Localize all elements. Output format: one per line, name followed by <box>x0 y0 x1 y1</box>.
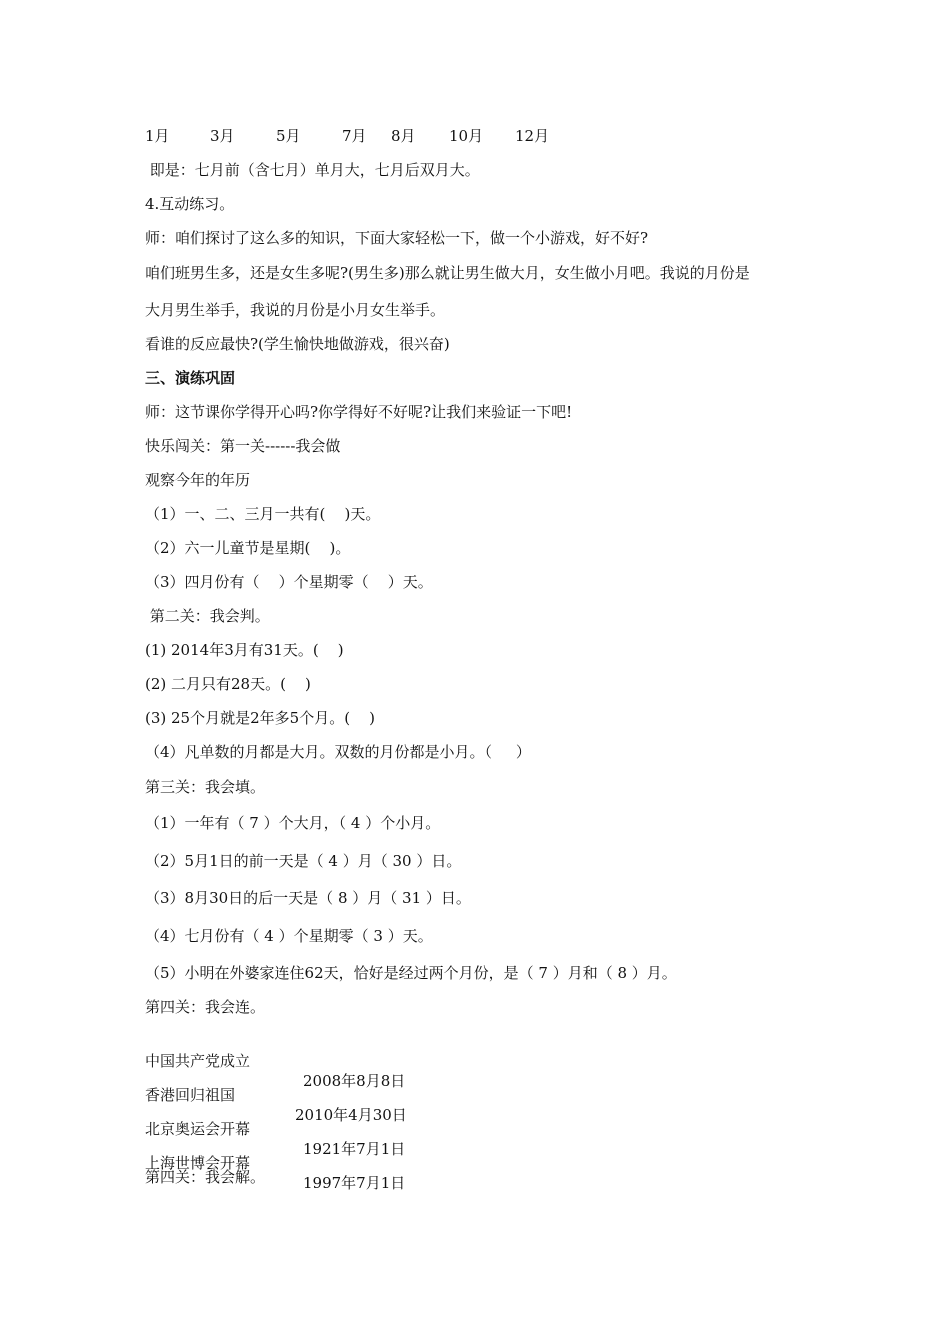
level-3-q2: （2）5月1日的前一天是（ 4 ）月（ 30 ）日。 <box>145 852 462 870</box>
level-1-title: 快乐闯关：第一关------我会做 <box>145 437 341 455</box>
month-8: 8月 <box>391 127 416 145</box>
event-row <box>145 1031 545 1090</box>
level-2-q3: (3) 25个月就是2年多5个月。( ) <box>145 709 375 727</box>
section-heading-practice: 三、演练巩固 <box>145 369 236 387</box>
game-instruction-1: 咱们班男生多，还是女生多呢?(男生多)那么就让男生做大月，女生做小月吧。我说的月份是 <box>145 264 750 282</box>
event-row <box>145 1065 545 1124</box>
rule-summary: 即是：七月前（含七月）单月大，七月后双月大。 <box>145 161 480 179</box>
teacher-line-check: 师：这节课你学得开心吗?你学得好不好呢?让我们来验证一下吧! <box>145 403 573 421</box>
month-7: 7月 <box>342 127 367 145</box>
game-instruction-2: 大月男生举手，我说的月份是小月女生举手。 <box>145 301 446 319</box>
level-3-q3: （3）8月30日的后一天是（ 8 ）月（ 31 ）日。 <box>145 889 471 907</box>
section-interactive-practice: 4.互动练习。 <box>145 195 235 213</box>
level-4-title-connect: 第四关：我会连。 <box>145 998 266 1016</box>
event-date: 2008年8月8日 <box>303 1072 406 1090</box>
month-1: 1月 <box>145 127 170 145</box>
month-12: 12月 <box>515 127 550 145</box>
event-row <box>145 1099 545 1158</box>
level-1-q3: （3）四月份有（ ）个星期零（ ）天。 <box>145 573 433 591</box>
level-3-q4: （4）七月份有（ 4 ）个星期零（ 3 ）天。 <box>145 927 433 945</box>
game-instruction-3: 看谁的反应最快?(学生愉快地做游戏，很兴奋) <box>145 335 450 353</box>
level-1-q2: （2）六一儿童节是星期( )。 <box>145 539 351 557</box>
big-months-list <box>145 126 645 146</box>
event-date: 2010年4月30日 <box>295 1106 407 1124</box>
level-3-q1: （1）一年有（ 7 ）个大月，（ 4 ）个小月。 <box>145 814 441 832</box>
event-name: 上海世博会开幕 <box>145 1154 251 1172</box>
level-1-q1: （1）一、二、三月一共有( )天。 <box>145 505 381 523</box>
level-2-q1: (1) 2014年3月有31天。( ) <box>145 641 344 659</box>
month-3: 3月 <box>210 127 235 145</box>
teacher-line-game: 师：咱们探讨了这么多的知识，下面大家轻松一下，做一个小游戏，好不好? <box>145 229 649 247</box>
observe-calendar: 观察今年的年历 <box>145 471 251 489</box>
event-name: 北京奥运会开幕 <box>145 1120 251 1138</box>
event-date: 1921年7月1日 <box>303 1140 406 1158</box>
level-4-title-solve: 第四关：我会解。 <box>145 1168 266 1186</box>
event-name: 中国共产党成立 <box>145 1052 251 1070</box>
level-3-title: 第三关：我会填。 <box>145 778 266 796</box>
event-name: 香港回归祖国 <box>145 1086 236 1104</box>
month-5: 5月 <box>276 127 301 145</box>
level-2-q2: (2) 二月只有28天。( ) <box>145 675 311 693</box>
level-2-q4: （4）凡单数的月都是大月。双数的月份都是小月。（ ） <box>145 743 531 761</box>
month-10: 10月 <box>449 127 484 145</box>
event-date: 1997年7月1日 <box>303 1174 406 1192</box>
level-2-title: 第二关：我会判。 <box>145 607 270 625</box>
level-3-q5: （5）小明在外婆家连住62天，恰好是经过两个月份，是（ 7 ）月和（ 8 ）月。 <box>145 964 677 982</box>
